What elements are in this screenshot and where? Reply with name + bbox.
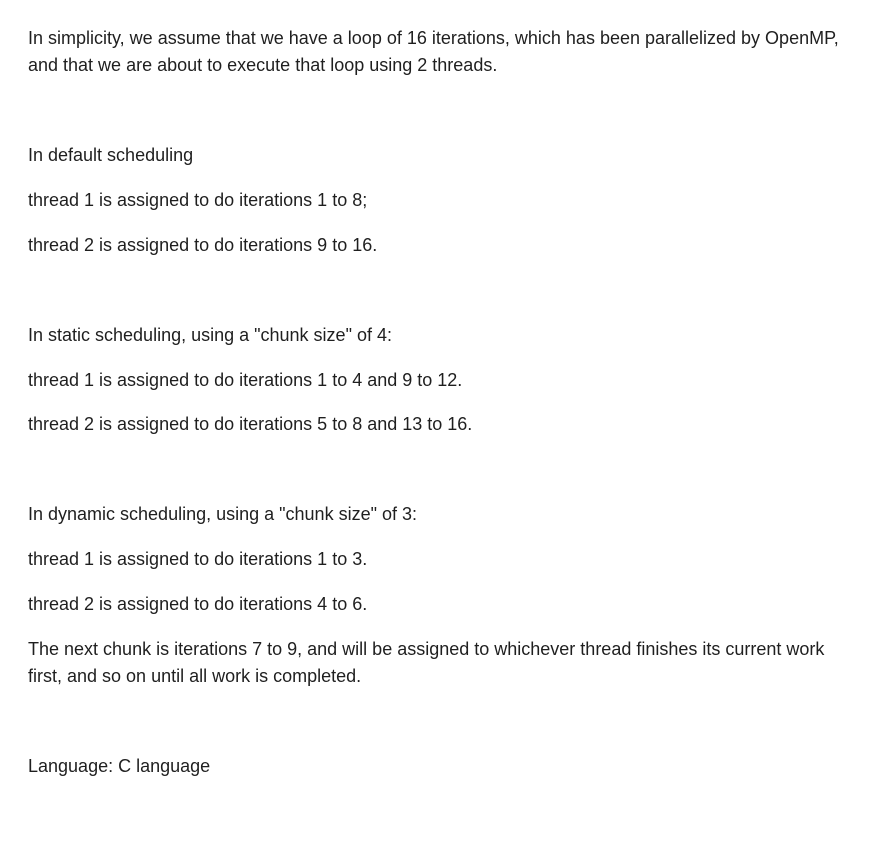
dynamic-next-chunk-paragraph: The next chunk is iterations 7 to 9, and will be assigned to whichever thread finishes its current work first, and so on until all work is completed. xyxy=(28,639,825,686)
dynamic-thread1-text: thread 1 is assigned to do iterations 1 to 3. xyxy=(28,549,368,569)
static-thread1-text: thread 1 is assigned to do iterations 1 to 4 and 9 to 12. xyxy=(28,370,463,390)
language-label: Language: C language xyxy=(28,756,211,776)
default-thread2-text: thread 2 is assigned to do iterations 9 to 16. xyxy=(28,235,378,255)
static-thread2-text: thread 2 is assigned to do iterations 5 to 8 and 13 to 16. xyxy=(28,414,473,434)
default-scheduling-heading: In default scheduling xyxy=(28,145,194,165)
intro-paragraph: In simplicity, we assume that we have a loop of 16 iterations, which has been parallelized by OpenMP, and that we are about to execute that loop using 2 threads. xyxy=(28,28,839,75)
static-scheduling-heading: In static scheduling, using a "chunk size" of 4: xyxy=(28,325,392,345)
dynamic-thread2-text: thread 2 is assigned to do iterations 4 to 6. xyxy=(28,594,368,614)
default-thread1-text: thread 1 is assigned to do iterations 1 to 8; xyxy=(28,190,368,210)
dynamic-scheduling-heading: In dynamic scheduling, using a "chunk size" of 3: xyxy=(28,504,417,524)
